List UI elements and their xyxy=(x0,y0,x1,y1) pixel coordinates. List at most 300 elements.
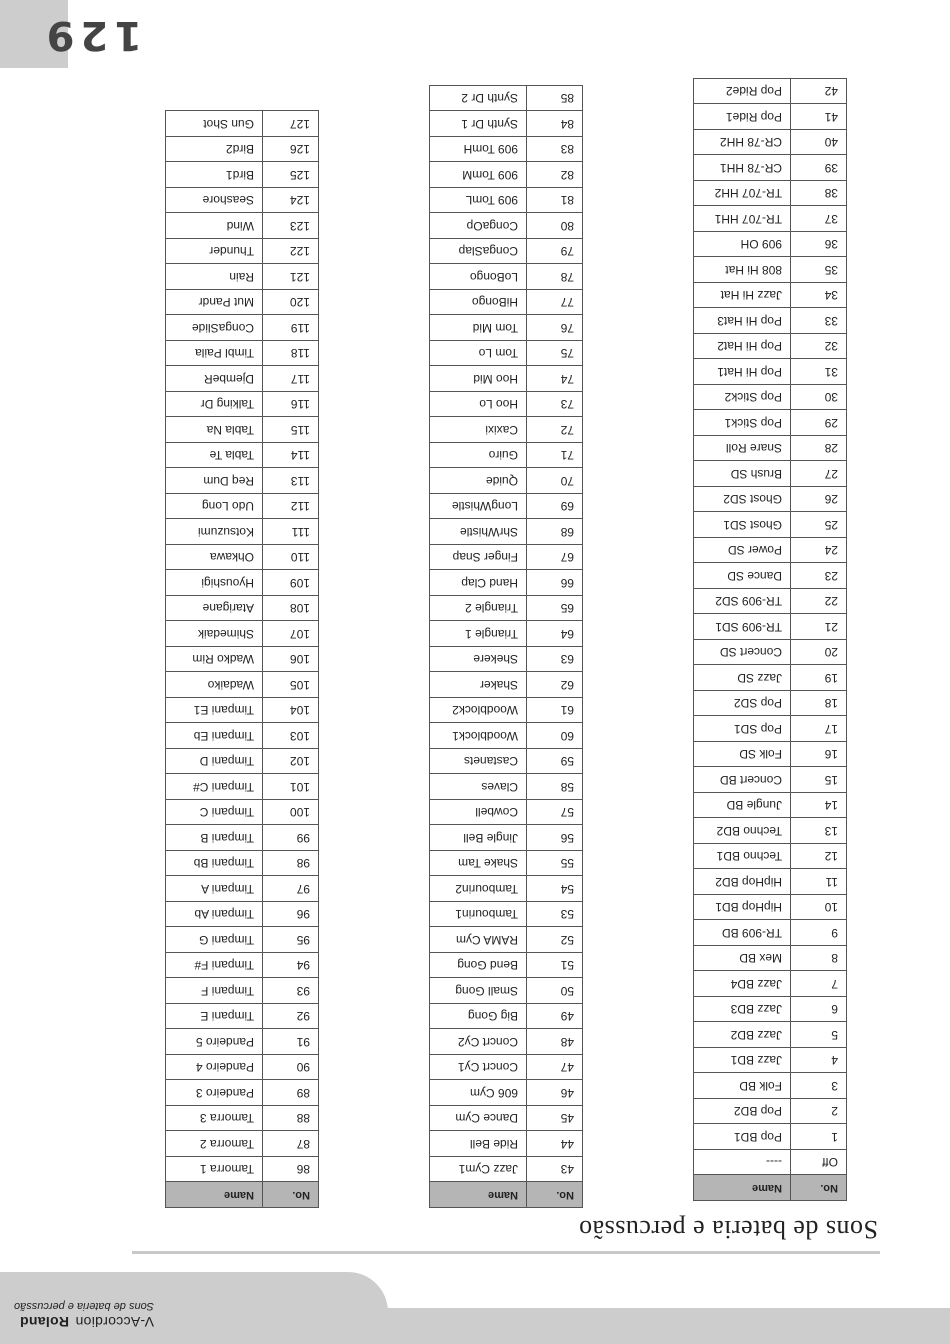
sound-number: 59 xyxy=(527,749,583,775)
sound-number: 58 xyxy=(527,774,583,800)
table-row xyxy=(694,793,847,819)
sound-number: 112 xyxy=(263,494,319,520)
sound-number: 116 xyxy=(263,392,319,418)
sound-number: 107 xyxy=(263,621,319,647)
sound-number: 108 xyxy=(263,596,319,622)
table-row xyxy=(430,494,583,520)
sound-name: Tom Mid xyxy=(430,315,527,341)
table-row xyxy=(694,716,847,742)
sound-number: 71 xyxy=(527,443,583,469)
table-row xyxy=(430,443,583,469)
sound-name: Timpani E xyxy=(166,1004,263,1030)
table-row xyxy=(694,869,847,895)
table-row xyxy=(694,1073,847,1099)
sound-number: 30 xyxy=(791,385,847,411)
table-row xyxy=(430,800,583,826)
table-row xyxy=(166,137,319,163)
sound-name: Woodblock1 xyxy=(430,723,527,749)
table-row xyxy=(694,257,847,283)
sound-name: Pandeiro 4 xyxy=(166,1055,263,1081)
sound-number: 73 xyxy=(527,392,583,418)
sound-table-1 xyxy=(693,78,847,1201)
column-header-no: No. xyxy=(791,1175,847,1201)
sound-number: 11 xyxy=(791,869,847,895)
sound-table-3 xyxy=(165,111,319,1209)
table-row xyxy=(430,392,583,418)
sound-name: Jungle BD xyxy=(694,793,791,819)
sound-number: 19 xyxy=(791,665,847,691)
sound-name: Wadko Rim xyxy=(166,647,263,673)
table-row xyxy=(430,825,583,851)
table-row xyxy=(694,283,847,309)
table-row xyxy=(694,359,847,385)
table-row xyxy=(166,239,319,265)
table-row xyxy=(694,538,847,564)
table-row xyxy=(430,162,583,188)
table-row xyxy=(166,647,319,673)
table-header-row xyxy=(694,1175,847,1201)
table-row xyxy=(694,436,847,462)
sound-number: 53 xyxy=(527,902,583,928)
sound-number: 98 xyxy=(263,851,319,877)
sound-number: 75 xyxy=(527,341,583,367)
sound-name: Timpani C xyxy=(166,800,263,826)
sound-number: 60 xyxy=(527,723,583,749)
sound-name: Timpani F# xyxy=(166,953,263,979)
sound-number: 117 xyxy=(263,366,319,392)
sound-number: 48 xyxy=(527,1029,583,1055)
table-row xyxy=(166,698,319,724)
table-row xyxy=(694,334,847,360)
table-row xyxy=(430,723,583,749)
sound-name: Bend Gong xyxy=(430,953,527,979)
table-row xyxy=(166,545,319,571)
sound-number: 85 xyxy=(527,86,583,112)
sound-name: TR-909 SD1 xyxy=(694,614,791,640)
sound-number: 95 xyxy=(263,927,319,953)
sound-name: Timpani E1 xyxy=(166,698,263,724)
sound-name: Hoo Lo xyxy=(430,392,527,418)
roland-logo: Roland xyxy=(19,1314,70,1330)
sound-name: ShrWhistle xyxy=(430,519,527,545)
table-row xyxy=(694,461,847,487)
sound-name: Pandeiro 3 xyxy=(166,1080,263,1106)
sound-name: Pop BD2 xyxy=(694,1099,791,1125)
table-row xyxy=(694,410,847,436)
sound-name: Concrt Cy1 xyxy=(430,1055,527,1081)
sound-name: Pop Ride2 xyxy=(694,79,791,105)
table-row xyxy=(166,264,319,290)
sound-name: Techno BD2 xyxy=(694,818,791,844)
sound-number: 57 xyxy=(527,800,583,826)
sound-number: 45 xyxy=(527,1106,583,1132)
table-row xyxy=(430,978,583,1004)
sound-name: Req Dum xyxy=(166,468,263,494)
sound-number: 37 xyxy=(791,206,847,232)
sound-name: Tom Lo xyxy=(430,341,527,367)
sound-name: Triangle 1 xyxy=(430,621,527,647)
table-row xyxy=(166,417,319,443)
sound-number: 92 xyxy=(263,1004,319,1030)
sound-number: 77 xyxy=(527,290,583,316)
sound-number: 67 xyxy=(527,545,583,571)
sound-name: Tamorra 3 xyxy=(166,1106,263,1132)
sound-number: 127 xyxy=(263,111,319,137)
sound-number: 68 xyxy=(527,519,583,545)
table-row xyxy=(694,767,847,793)
sound-number: 16 xyxy=(791,742,847,768)
column-header-no: No. xyxy=(527,1182,583,1208)
sound-name: Pop Hi Hat1 xyxy=(694,359,791,385)
sound-number: 8 xyxy=(791,946,847,972)
table-row xyxy=(166,341,319,367)
sound-number: 78 xyxy=(527,264,583,290)
sound-number: 93 xyxy=(263,978,319,1004)
column-header-name: Name xyxy=(430,1182,527,1208)
sound-number: 50 xyxy=(527,978,583,1004)
sound-number: 1 xyxy=(791,1124,847,1150)
sound-number: 54 xyxy=(527,876,583,902)
table-row xyxy=(166,1157,319,1183)
sound-name: Concrt Cy2 xyxy=(430,1029,527,1055)
sound-name: Jingle Bell xyxy=(430,825,527,851)
table-row xyxy=(166,392,319,418)
sound-name: Hand Clap xyxy=(430,570,527,596)
table-row xyxy=(430,137,583,163)
sound-number: 84 xyxy=(527,111,583,137)
header-tab xyxy=(0,1272,388,1344)
sound-name: Folk BD xyxy=(694,1073,791,1099)
sound-name: 606 Cym xyxy=(430,1080,527,1106)
sound-number: 83 xyxy=(527,137,583,163)
table-row xyxy=(694,563,847,589)
table-row xyxy=(430,876,583,902)
sound-name: Small Gong xyxy=(430,978,527,1004)
table-row xyxy=(166,315,319,341)
sound-number: 76 xyxy=(527,315,583,341)
table-row xyxy=(166,774,319,800)
table-row xyxy=(430,1004,583,1030)
sound-name: Timpani D xyxy=(166,749,263,775)
table-row xyxy=(166,290,319,316)
sound-number: 34 xyxy=(791,283,847,309)
sound-number: 12 xyxy=(791,844,847,870)
sound-name: Timpani B xyxy=(166,825,263,851)
sound-number: 39 xyxy=(791,155,847,181)
sound-name: Timbl Paila xyxy=(166,341,263,367)
sound-number: 64 xyxy=(527,621,583,647)
table-row xyxy=(694,1150,847,1176)
table-row xyxy=(694,308,847,334)
table-row xyxy=(166,953,319,979)
sound-number: 66 xyxy=(527,570,583,596)
sound-number: 9 xyxy=(791,920,847,946)
table-row xyxy=(166,876,319,902)
table-row xyxy=(430,570,583,596)
table-row xyxy=(694,742,847,768)
table-row xyxy=(166,1080,319,1106)
sound-name: Jazz Hi Hat xyxy=(694,283,791,309)
table-row xyxy=(430,1080,583,1106)
sound-name: Triangle 2 xyxy=(430,596,527,622)
table-row xyxy=(694,206,847,232)
table-row xyxy=(166,1106,319,1132)
table-row xyxy=(166,494,319,520)
sound-name: LongWhistle xyxy=(430,494,527,520)
sound-number: 42 xyxy=(791,79,847,105)
sound-name: Timpani Eb xyxy=(166,723,263,749)
sound-name: Jazz BD1 xyxy=(694,1048,791,1074)
table-row xyxy=(694,946,847,972)
sound-number: 69 xyxy=(527,494,583,520)
table-row xyxy=(166,672,319,698)
sound-number: 90 xyxy=(263,1055,319,1081)
sound-name: HipHop BD1 xyxy=(694,895,791,921)
sound-number: 20 xyxy=(791,640,847,666)
sound-number: 82 xyxy=(527,162,583,188)
sound-name: Castanets xyxy=(430,749,527,775)
sound-name: Hyoushigi xyxy=(166,570,263,596)
sound-number: 15 xyxy=(791,767,847,793)
sound-table-2 xyxy=(429,85,583,1208)
section-title: Sons de bateria e percussão xyxy=(578,1215,878,1244)
brand-text: V-Accordion xyxy=(75,1314,155,1330)
sound-number: 123 xyxy=(263,213,319,239)
sound-number: 121 xyxy=(263,264,319,290)
sound-name: Timpani A xyxy=(166,876,263,902)
table-row xyxy=(166,723,319,749)
table-row xyxy=(166,213,319,239)
sound-number: 44 xyxy=(527,1131,583,1157)
sound-number: 18 xyxy=(791,691,847,717)
sound-name: 909 TomH xyxy=(430,137,527,163)
sound-name: Big Gong xyxy=(430,1004,527,1030)
table-row xyxy=(430,1106,583,1132)
sound-name: Gun Shot xyxy=(166,111,263,137)
sound-number: 111 xyxy=(263,519,319,545)
sound-name: Dance Cym xyxy=(430,1106,527,1132)
sound-number: 102 xyxy=(263,749,319,775)
table-row xyxy=(694,385,847,411)
sound-name: HipHop BD2 xyxy=(694,869,791,895)
sound-number: 125 xyxy=(263,162,319,188)
table-row xyxy=(166,366,319,392)
table-row xyxy=(694,665,847,691)
sound-number: 110 xyxy=(263,545,319,571)
sound-name: Pop BD1 xyxy=(694,1124,791,1150)
sound-name: Udo Long xyxy=(166,494,263,520)
sound-number: 23 xyxy=(791,563,847,589)
sound-number: 63 xyxy=(527,647,583,673)
table-row xyxy=(694,614,847,640)
brand-block xyxy=(14,1300,154,1330)
table-row xyxy=(430,239,583,265)
table-row xyxy=(694,818,847,844)
sound-name: CR-78 HH1 xyxy=(694,155,791,181)
sound-number: 43 xyxy=(527,1157,583,1183)
table-row xyxy=(430,1157,583,1183)
sound-name: Seashore xyxy=(166,188,263,214)
sound-name: Caxixi xyxy=(430,417,527,443)
sound-name: Timpani Bb xyxy=(166,851,263,877)
sound-name: Pop Ride1 xyxy=(694,104,791,130)
table-row xyxy=(166,749,319,775)
column-header-no: No. xyxy=(263,1182,319,1208)
sound-name: Shekere xyxy=(430,647,527,673)
table-row xyxy=(430,621,583,647)
sound-name: Quide xyxy=(430,468,527,494)
sound-number: 14 xyxy=(791,793,847,819)
sound-name: Thunder xyxy=(166,239,263,265)
table-row xyxy=(694,997,847,1023)
sound-name: DjembeR xyxy=(166,366,263,392)
table-row xyxy=(166,978,319,1004)
sound-number: 120 xyxy=(263,290,319,316)
sound-name: Mex BD xyxy=(694,946,791,972)
sound-name: Atarigane xyxy=(166,596,263,622)
sound-number: 21 xyxy=(791,614,847,640)
table-row xyxy=(430,86,583,112)
sound-name: Timpani C# xyxy=(166,774,263,800)
sound-name: TR-909 SD2 xyxy=(694,589,791,615)
table-row xyxy=(430,111,583,137)
table-row xyxy=(694,181,847,207)
table-row xyxy=(694,971,847,997)
table-row xyxy=(166,800,319,826)
sound-name: Claves xyxy=(430,774,527,800)
sound-number: 52 xyxy=(527,927,583,953)
sound-name: Techno BD1 xyxy=(694,844,791,870)
table-row xyxy=(166,902,319,928)
sound-number: 49 xyxy=(527,1004,583,1030)
sound-name: Pop SD2 xyxy=(694,691,791,717)
sound-number: 13 xyxy=(791,818,847,844)
table-row xyxy=(166,927,319,953)
table-row xyxy=(430,647,583,673)
sound-name: Bird1 xyxy=(166,162,263,188)
table-row xyxy=(166,443,319,469)
table-row xyxy=(430,596,583,622)
sound-name: Pandeiro 5 xyxy=(166,1029,263,1055)
sound-number: 36 xyxy=(791,232,847,258)
sound-name: Hoo Mid xyxy=(430,366,527,392)
table-row xyxy=(694,895,847,921)
table-row xyxy=(430,851,583,877)
sound-name: Pop Stick1 xyxy=(694,410,791,436)
sound-name: Ride Bell xyxy=(430,1131,527,1157)
sound-name: Jazz BD2 xyxy=(694,1022,791,1048)
sound-number: 26 xyxy=(791,487,847,513)
table-row xyxy=(430,519,583,545)
table-row xyxy=(694,104,847,130)
sound-name: Wadaiko xyxy=(166,672,263,698)
table-header-row xyxy=(430,1182,583,1208)
table-row xyxy=(694,130,847,156)
sound-number: 118 xyxy=(263,341,319,367)
table-row xyxy=(430,290,583,316)
sound-number: 96 xyxy=(263,902,319,928)
page-number: 129 xyxy=(40,12,142,58)
sound-name: Tambourin2 xyxy=(430,876,527,902)
sound-number: 2 xyxy=(791,1099,847,1125)
sound-number: 87 xyxy=(263,1131,319,1157)
sound-number: 3 xyxy=(791,1073,847,1099)
sound-number: 4 xyxy=(791,1048,847,1074)
table-row xyxy=(430,927,583,953)
column-header-name: Name xyxy=(694,1175,791,1201)
sound-number: 29 xyxy=(791,410,847,436)
sound-name: 909 TomM xyxy=(430,162,527,188)
sound-number: 126 xyxy=(263,137,319,163)
sound-number: 79 xyxy=(527,239,583,265)
sound-number: 61 xyxy=(527,698,583,724)
table-row xyxy=(430,1055,583,1081)
sound-name: Synth Dr 1 xyxy=(430,111,527,137)
sound-name: Folk SD xyxy=(694,742,791,768)
table-row xyxy=(166,851,319,877)
sound-name: TR-707 HH2 xyxy=(694,181,791,207)
sound-name: CongaSlide xyxy=(166,315,263,341)
table-row xyxy=(430,264,583,290)
sound-number: 51 xyxy=(527,953,583,979)
sound-name: Pop Stick2 xyxy=(694,385,791,411)
sound-name: Power SD xyxy=(694,538,791,564)
table-row xyxy=(694,155,847,181)
sound-name: Jazz Cym1 xyxy=(430,1157,527,1183)
sound-name: 909 TomL xyxy=(430,188,527,214)
table-row xyxy=(430,902,583,928)
table-row xyxy=(430,774,583,800)
sound-name: Bird2 xyxy=(166,137,263,163)
sound-number: 114 xyxy=(263,443,319,469)
sound-name: Pop Hi Hat2 xyxy=(694,334,791,360)
sound-number: 56 xyxy=(527,825,583,851)
sound-number: 33 xyxy=(791,308,847,334)
sound-name: Timpani F xyxy=(166,978,263,1004)
table-row xyxy=(430,468,583,494)
sound-name: Shimedaik xyxy=(166,621,263,647)
sound-number: 38 xyxy=(791,181,847,207)
sound-number: 28 xyxy=(791,436,847,462)
table-row xyxy=(694,232,847,258)
table-row xyxy=(166,1004,319,1030)
table-row xyxy=(430,213,583,239)
sound-name: Brush SD xyxy=(694,461,791,487)
sound-name: Dance SD xyxy=(694,563,791,589)
table-row xyxy=(430,545,583,571)
sound-name: Rain xyxy=(166,264,263,290)
sound-name: Talking Dr xyxy=(166,392,263,418)
sound-name: Timpani G xyxy=(166,927,263,953)
sound-number: 72 xyxy=(527,417,583,443)
sound-name: Ghost SD2 xyxy=(694,487,791,513)
sound-number: 6 xyxy=(791,997,847,1023)
sound-number: 65 xyxy=(527,596,583,622)
sound-number: 99 xyxy=(263,825,319,851)
table-row xyxy=(166,468,319,494)
sound-number: 10 xyxy=(791,895,847,921)
sound-number: 17 xyxy=(791,716,847,742)
sound-number: 41 xyxy=(791,104,847,130)
sound-name: 909 OH xyxy=(694,232,791,258)
sound-name: Jazz BD4 xyxy=(694,971,791,997)
sound-number: 124 xyxy=(263,188,319,214)
table-row xyxy=(694,844,847,870)
brand-line xyxy=(14,1314,154,1330)
sound-name: Jazz SD xyxy=(694,665,791,691)
sound-number: 97 xyxy=(263,876,319,902)
table-row xyxy=(694,589,847,615)
